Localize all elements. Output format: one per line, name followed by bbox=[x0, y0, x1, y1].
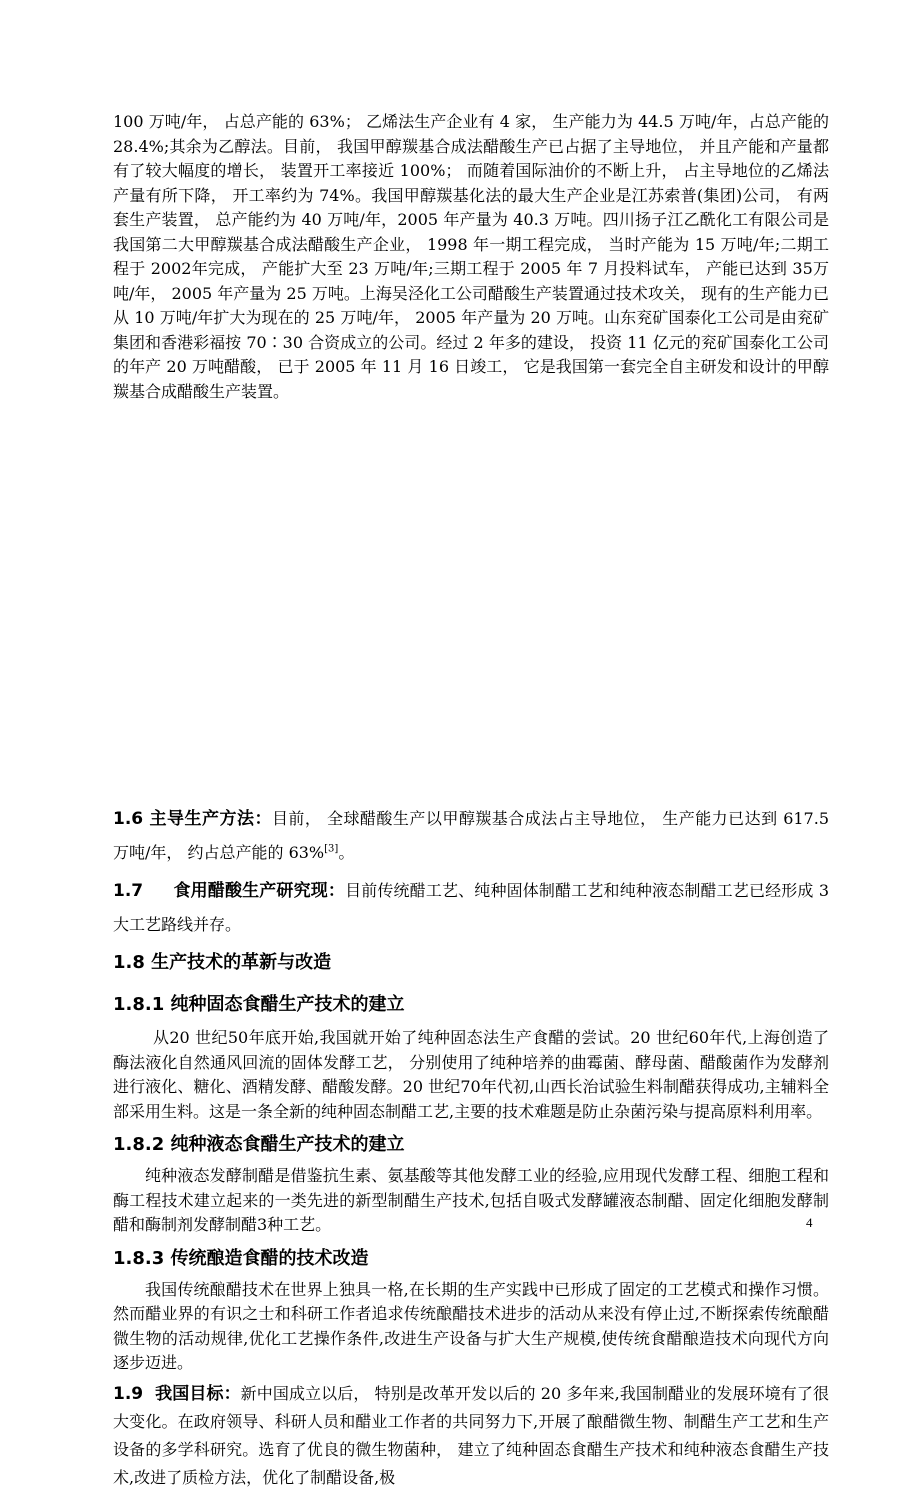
section-1-8-2-text: 纯种液态发酵制醋是借鉴抗生素、氨基酸等其他发酵工业的经验,应用现代发酵工程、细胞工程和酶工程技术建立起来的一类先进的新型制醋生产技术,包括自吸式发酵罐液态制醋、固定化细胞发酵制醋和酶制剂发酵制醋3种工艺。 bbox=[113, 1166, 829, 1234]
section-1-7-number: 1.7 bbox=[113, 881, 144, 901]
section-1-8-title: 生产技术的革新与改造 bbox=[151, 952, 332, 973]
section-1-9-text: 新中国成立以后， 特别是改革开发以后的 20 多年来,我国制醋业的发展环境有了很大变化。在政府领导、科研人员和醋业工作者的共同努力下,开展了酿醋微生物、制醋生产工艺和生产设备的多学科研究。选育了优良的微生物菌种， 建立了纯种固态食醋生产技术和纯种液态食醋生产技术,改进了质检方法，优化了制醋设备,极 bbox=[113, 1383, 830, 1487]
section-1-6-text: 目前， 全球醋酸生产以甲醇羰基合成法占主导地位， 生产能力已达到 617.5 万吨/年， 约占总产能的 63% bbox=[113, 809, 829, 862]
section-1-8-1-number: 1.8.1 bbox=[113, 994, 165, 1015]
section-1-8-1-heading bbox=[113, 988, 829, 1022]
section-1-6 bbox=[113, 802, 829, 1492]
section-1-9-title: 我国目标： bbox=[155, 1383, 241, 1404]
section-1-6-title: 主导生产方法： bbox=[149, 809, 272, 829]
section-1-9-number: 1.9 bbox=[113, 1383, 144, 1404]
section-1-8-heading bbox=[113, 946, 829, 980]
section-1-8-2-number: 1.8.2 bbox=[113, 1134, 165, 1155]
section-1-8-3-heading bbox=[113, 1242, 829, 1276]
section-1-7-paragraph bbox=[113, 874, 829, 942]
section-1-8-3-text: 我国传统酿醋技术在世界上独具一格,在长期的生产实践中已形成了固定的工艺模式和操作习惯。然而醋业界的有识之士和科研工作者追求传统酿醋技术进步的活动从来没有停止过,不断探索传统酿醋微生物的活动规律,优化工艺操作条件,改进生产设备与扩大生产规模,使传统食醋酿造技术向现代方向逐步迈进。 bbox=[113, 1279, 829, 1372]
page-number: 4 bbox=[806, 1215, 813, 1230]
section-1-8-1-title: 纯种固态食醋生产技术的建立 bbox=[170, 994, 405, 1015]
section-1-7-title: 食用醋酸生产研究现： bbox=[173, 881, 346, 901]
section-1-8-2-title: 纯种液态食醋生产技术的建立 bbox=[170, 1134, 405, 1155]
section-1-9-paragraph bbox=[113, 1380, 829, 1492]
citation-ref: [3] bbox=[324, 843, 339, 855]
section-1-8-number: 1.8 bbox=[113, 952, 145, 973]
section-1-6-number: 1.6 bbox=[113, 809, 144, 829]
section-1-6-end: 。 bbox=[338, 843, 355, 862]
section-1-8-2-heading bbox=[113, 1128, 829, 1162]
section-1-8-1-text: 从20 世纪50年底开始,我国就开始了纯种固态法生产食醋的尝试。20 世纪60年代,上海创造了酶法液化自然通风回流的固体发酵工艺， 分别使用了纯种培养的曲霉菌、酵母菌、醋酸菌作为发酵剂进行液化、糖化、酒精发酵、醋酸发酵。20 世纪70年代初,山西长治试验生料制醋获得成功,主辅料全部采用生料。这是一条全新的纯种固态制醋工艺,主要的技术难题是防止杂菌污染与提高原料利用率。 bbox=[113, 1028, 829, 1121]
section-1-6-paragraph bbox=[113, 802, 829, 870]
section-1-7-text: 目前传统醋工艺、纯种固体制醋工艺和纯种液态制醋工艺已经形成 3 大工艺路线并存。 bbox=[113, 881, 829, 934]
section-1-8-3-number: 1.8.3 bbox=[113, 1247, 165, 1269]
section-1-8-3-title: 传统酿造食醋的技术改造 bbox=[170, 1247, 369, 1269]
intro-paragraph: 100 万吨/年， 占总产能的 63%； 乙烯法生产企业有 4 家， 生产能力为 44.5 万吨/年，占总产能的 28.4%;其余为乙醇法。目前， 我国甲醇羰基合成法醋酸生产已占据了主导地位， 并且产能和产量都有了较大幅度的增长， 装置开工率接近 100%； 而随着国际油价的不断上升， 占主导地位的乙烯法产量有所下降， 开工率约为 74%。我国甲醇羰基化法的最大生产企业是江苏索普(集团)公司， 有两套生产装置， 总产能约为 40 万吨/年，2005 年产量为 40.3 万吨。四川扬子江乙酰化工有限公司是我国第二大甲醇羰基合成法醋酸生产企业， 1998 年一期工程完成， 当时产能为 15 万吨/年;二期工程于 2002年完成， 产能扩大至 23 万吨/年;三期工程于 2005 年 7 月投料试车， 产能已达到 35万吨/年， 2005 年产量为 25 万吨。上海吴泾化工公司醋酸生产装置通过技术攻关， 现有的生产能力已从 10 万吨/年扩大为现在的 25 万吨/年， 2005 年产量为 20 万吨。山东兖矿国泰化工公司是由兖矿集团和香港彩福按 70∶30 合资成立的公司。经过 2 年多的建设， 投资 11 亿元的兖矿国泰化工公司的年产 20 万吨醋酸， 已于 2005 年 11 月 16 日竣工， 它是我国第一套完全自主研发和设计的甲醇羰基合成醋酸生产装置。 bbox=[113, 112, 829, 401]
